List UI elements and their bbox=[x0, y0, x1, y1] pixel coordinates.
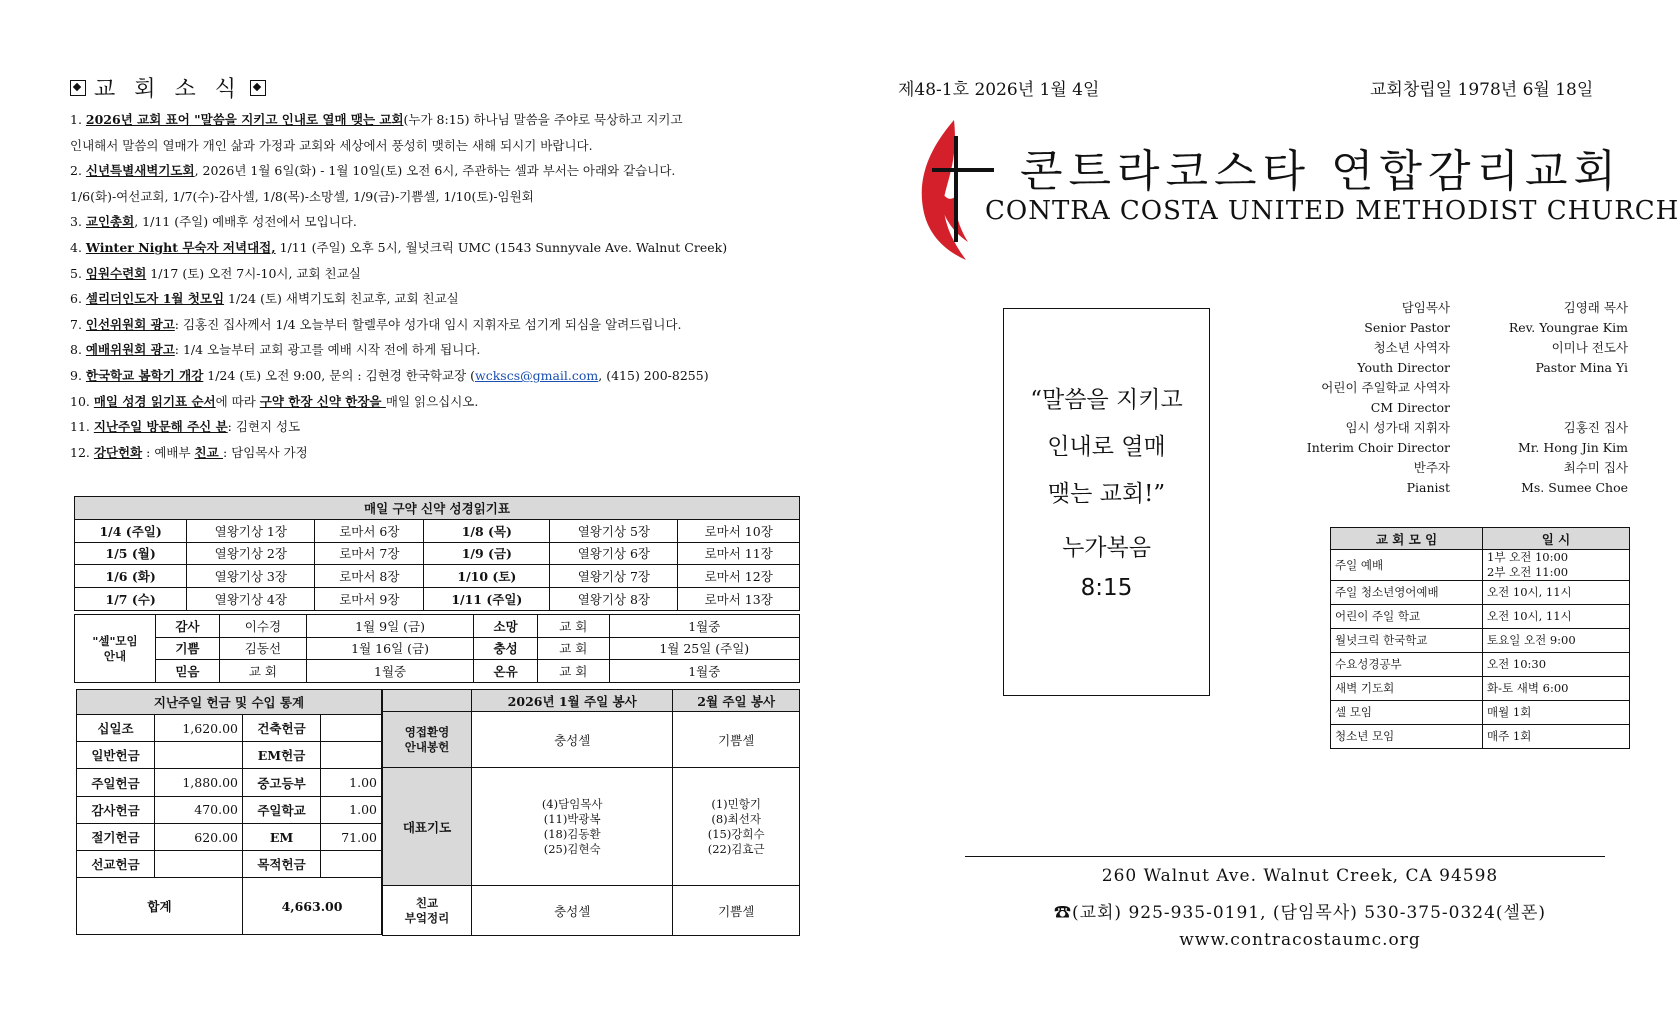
offering-cell: 1,880.00 bbox=[155, 769, 243, 796]
news-title: 교 회 소 식 bbox=[94, 77, 242, 102]
cell-value: 소망 bbox=[474, 615, 538, 638]
news-headline: 지난주일 방문해 주신 분 bbox=[93, 419, 228, 435]
news-number: 1. bbox=[70, 112, 86, 127]
staff-name: 최수미 집사 bbox=[1563, 460, 1628, 475]
news-number: 6. bbox=[70, 291, 86, 307]
reading-row bbox=[75, 588, 800, 611]
offering-row bbox=[77, 851, 382, 878]
fellowship-feb: 기쁨셀 bbox=[673, 886, 800, 936]
news-number: 8. bbox=[70, 342, 86, 358]
offering-cell: 십일조 bbox=[77, 715, 155, 742]
reading-cell: 로마서 12장 bbox=[678, 565, 800, 588]
news-number: 7. bbox=[70, 316, 86, 332]
staff-name: Rev. Youngrae Kim bbox=[1508, 320, 1628, 335]
church-name-korean: 콘트라코스타 연합감리교회 bbox=[1020, 146, 1623, 197]
reading-cell: 1/4 (주일) bbox=[75, 519, 187, 542]
news-text: 매일 읽으십시오. bbox=[385, 393, 479, 409]
meeting-time-line: 오전 10시, 11시 bbox=[1487, 609, 1572, 623]
staff-row bbox=[1270, 378, 1632, 398]
reading-row bbox=[75, 519, 800, 542]
news-number: 12. bbox=[70, 444, 94, 460]
welcome-label-2: 안내봉헌 bbox=[404, 739, 450, 754]
reading-cell: 열왕기상 8장 bbox=[550, 588, 678, 611]
meeting-time-line: 2부 오전 11:00 bbox=[1487, 565, 1569, 579]
offering-cell: 목적헌금 bbox=[243, 851, 321, 878]
welcome-feb: 기쁨셀 bbox=[673, 712, 800, 768]
meeting-row bbox=[1331, 550, 1630, 581]
reading-cell: 1/9 (금) bbox=[424, 542, 550, 565]
news-headline: 교인총회 bbox=[85, 214, 135, 230]
cell-row bbox=[75, 637, 800, 660]
news-text: (누가 8:15) 하나님 말씀을 주야로 묵상하고 지키고 bbox=[403, 112, 683, 127]
offering-cell bbox=[155, 742, 243, 769]
motto-line: “말씀을 지키고 bbox=[1030, 387, 1183, 413]
reading-cell: 로마서 13장 bbox=[678, 588, 800, 611]
staff-name: 이미나 전도사 bbox=[1551, 340, 1628, 355]
cell-value: 1월중 bbox=[609, 615, 799, 638]
news-text: , 2026년 1월 6일(화) - 1월 10일(토) 오전 6시, 주관하는 셀과 부서는 아래와 같습니다. bbox=[194, 163, 676, 179]
staff-row bbox=[1270, 398, 1632, 418]
prayer-name: (4)담임목사 bbox=[541, 796, 603, 811]
service-header-feb: 2월 주일 봉사 bbox=[673, 690, 800, 712]
offering-cell: 1,620.00 bbox=[155, 715, 243, 742]
reading-cell: 1/6 (화) bbox=[75, 565, 187, 588]
meeting-name: 어린이 주일 학교 bbox=[1331, 605, 1483, 629]
offering-cell: 중고등부 bbox=[243, 769, 321, 796]
news-text: : 1/4 오늘부터 교회 광고를 예배 시작 전에 하게 됩니다. bbox=[174, 342, 481, 358]
news-headline: 구약 한장 신약 한장을 bbox=[259, 393, 386, 409]
church-name-english: CONTRA COSTA UNITED METHODIST CHURCH bbox=[985, 196, 1680, 226]
offering-cell: 1.00 bbox=[321, 796, 382, 823]
prayer-name: (8)최선자 bbox=[711, 811, 761, 826]
news-headline: 인선위원회 광고 bbox=[85, 316, 175, 332]
meeting-time bbox=[1483, 605, 1630, 629]
news-heading bbox=[70, 72, 266, 103]
news-list bbox=[70, 107, 790, 465]
welcome-jan: 충성셀 bbox=[472, 712, 673, 768]
total-label: 합계 bbox=[77, 878, 243, 935]
news-number: 11. bbox=[70, 419, 94, 435]
cell-value: 감사 bbox=[156, 615, 220, 638]
fellowship-label-1: 친교 bbox=[415, 895, 439, 910]
cell-value: 교 회 bbox=[538, 615, 610, 638]
meeting-name: 월넛크릭 한국학교 bbox=[1331, 629, 1483, 653]
offering-cell: 1.00 bbox=[321, 769, 382, 796]
issue-date: 제48-1호 2026년 1월 4일 bbox=[898, 80, 1100, 100]
church-website: www.contracostaumc.org bbox=[1179, 930, 1421, 950]
news-headline: 강단헌화 bbox=[93, 444, 143, 460]
meeting-name: 새벽 기도회 bbox=[1331, 677, 1483, 701]
offering-row bbox=[77, 742, 382, 769]
news-number: 2. bbox=[70, 163, 86, 179]
service-table bbox=[382, 689, 800, 936]
cells-table bbox=[74, 614, 800, 683]
staff-name bbox=[1454, 378, 1632, 398]
meeting-time-line: 오전 10시, 11시 bbox=[1487, 585, 1572, 599]
staff-role: 임시 성가대 지휘자 bbox=[1345, 420, 1450, 435]
prayer-name: (1)민항기 bbox=[711, 796, 761, 811]
motto-line: 인내로 열매 bbox=[1047, 434, 1166, 460]
prayer-name: (15)강희수 bbox=[707, 826, 765, 841]
offering-cell: 620.00 bbox=[155, 823, 243, 850]
cell-value: 이수경 bbox=[219, 615, 306, 638]
offering-cell bbox=[321, 851, 382, 878]
offering-cell: 절기헌금 bbox=[77, 823, 155, 850]
meeting-row bbox=[1331, 725, 1630, 749]
motto-reference-verse: 8:15 bbox=[1080, 575, 1133, 601]
staff-role: 어린이 주일학교 사역자 bbox=[1321, 380, 1450, 395]
offering-cell: 주일헌금 bbox=[77, 769, 155, 796]
news-text: : 담임목사 가정 bbox=[223, 444, 308, 460]
news-text: , 1/11 (주일) 예배후 성전에서 모입니다. bbox=[134, 214, 357, 230]
meeting-name: 주일 청소년영어예배 bbox=[1331, 581, 1483, 605]
total-value: 4,663.00 bbox=[243, 878, 382, 935]
meeting-name: 청소년 모임 bbox=[1331, 725, 1483, 749]
staff-row bbox=[1270, 458, 1632, 478]
reading-cell: 1/5 (월) bbox=[75, 542, 187, 565]
meeting-time-line: 매주 1회 bbox=[1487, 729, 1532, 743]
news-item bbox=[70, 389, 790, 415]
news-number: 10. bbox=[70, 393, 94, 409]
service-header-jan: 2026년 1월 주일 봉사 bbox=[472, 690, 673, 712]
reading-cell: 열왕기상 4장 bbox=[187, 588, 315, 611]
reading-row bbox=[75, 542, 800, 565]
welcome-label-1: 영접환영 bbox=[404, 724, 450, 739]
meetings-table bbox=[1330, 527, 1630, 749]
reading-row bbox=[75, 565, 800, 588]
reading-cell: 열왕기상 3장 bbox=[187, 565, 315, 588]
news-number: 9. bbox=[70, 367, 86, 383]
news-headline: 2026년 교회 표어 "말씀을 지키고 인내로 열매 맺는 교회 bbox=[85, 112, 404, 127]
motto-box bbox=[1003, 308, 1210, 696]
offering-cell: EM헌금 bbox=[243, 742, 321, 769]
motto-reference-book: 누가복음 bbox=[1062, 535, 1151, 561]
cell-value: 믿음 bbox=[156, 660, 220, 683]
church-address: 260 Walnut Ave. Walnut Creek, CA 94598 bbox=[1101, 866, 1499, 886]
offering-cell bbox=[321, 742, 382, 769]
meeting-row bbox=[1331, 677, 1630, 701]
offering-cell: 일반헌금 bbox=[77, 742, 155, 769]
diamond-icon bbox=[70, 80, 86, 96]
news-headline: 한국학교 봄학기 개강 bbox=[85, 367, 204, 383]
offering-cell: 선교헌금 bbox=[77, 851, 155, 878]
meeting-time bbox=[1483, 550, 1630, 581]
staff-row bbox=[1270, 298, 1632, 318]
reading-cell: 로마서 10장 bbox=[678, 519, 800, 542]
meeting-time bbox=[1483, 725, 1630, 749]
news-item bbox=[70, 107, 790, 133]
offering-cell: 주일학교 bbox=[243, 796, 321, 823]
staff-role: Senior Pastor bbox=[1364, 320, 1450, 335]
meetings-header-name: 교 회 모 임 bbox=[1331, 528, 1483, 550]
meeting-row bbox=[1331, 653, 1630, 677]
prayer-name: (22)김효근 bbox=[707, 841, 765, 856]
diamond-icon bbox=[250, 80, 266, 96]
staff-row bbox=[1270, 418, 1632, 438]
staff-name: Mr. Hong Jin Kim bbox=[1517, 440, 1628, 455]
news-item bbox=[70, 312, 790, 338]
meeting-time-line: 토요일 오전 9:00 bbox=[1487, 633, 1576, 647]
offering-cell bbox=[321, 715, 382, 742]
cell-value: 1월 9일 (금) bbox=[306, 615, 473, 638]
offering-cell bbox=[155, 851, 243, 878]
news-text: 에 따라 bbox=[215, 393, 260, 409]
offering-table bbox=[76, 689, 382, 935]
staff-row bbox=[1270, 318, 1632, 338]
email-link[interactable]: wckscs@gmail.com bbox=[475, 367, 599, 383]
meeting-name: 수요성경공부 bbox=[1331, 653, 1483, 677]
motto-line: 맺는 교회!” bbox=[1047, 481, 1166, 507]
offering-title: 지난주일 헌금 및 수입 통계 bbox=[77, 690, 382, 715]
meeting-row bbox=[1331, 581, 1630, 605]
news-text: : 김홍진 집사께서 1/4 오늘부터 할렐루야 성가대 임시 지휘자로 섬기게 되심을 알려드립니다. bbox=[174, 316, 682, 332]
offering-row bbox=[77, 769, 382, 796]
cell-value: 1월 16일 (금) bbox=[306, 637, 473, 660]
meeting-time bbox=[1483, 701, 1630, 725]
meeting-row bbox=[1331, 605, 1630, 629]
prayer-feb bbox=[673, 768, 800, 886]
fellowship-label-2: 부엌정리 bbox=[404, 910, 450, 925]
meeting-time-line: 오전 10:30 bbox=[1487, 657, 1547, 671]
cell-value: 교 회 bbox=[538, 637, 610, 660]
cross-flame-logo bbox=[910, 118, 1000, 263]
reading-cell: 로마서 8장 bbox=[315, 565, 424, 588]
staff-row bbox=[1270, 438, 1632, 458]
staff-list bbox=[1270, 298, 1632, 498]
news-text: : 예배부 bbox=[142, 444, 195, 460]
motto-text bbox=[1004, 377, 1209, 518]
news-item bbox=[70, 235, 790, 261]
staff-name: Ms. Sumee Choe bbox=[1521, 480, 1628, 495]
church-phone: ☎(교회) 925-935-0191, (담임목사) 530-375-0324(셀폰) bbox=[1053, 903, 1547, 923]
news-item bbox=[70, 286, 790, 312]
cell-value: 기쁨 bbox=[156, 637, 220, 660]
staff-role: Interim Choir Director bbox=[1306, 440, 1450, 455]
news-item bbox=[70, 209, 790, 235]
meeting-time bbox=[1483, 677, 1630, 701]
news-text: 1/24 (토) 새벽기도회 친교후, 교회 친교실 bbox=[224, 291, 459, 307]
meeting-row bbox=[1331, 701, 1630, 725]
cell-value: 온유 bbox=[474, 660, 538, 683]
reading-cell: 로마서 9장 bbox=[315, 588, 424, 611]
news-text: 1/17 (토) 오전 7시-10시, 교회 친교실 bbox=[146, 265, 361, 281]
offering-cell: EM bbox=[243, 823, 321, 850]
reading-cell: 로마서 6장 bbox=[315, 519, 424, 542]
cells-label bbox=[75, 615, 156, 683]
staff-role: 담임목사 bbox=[1401, 300, 1450, 315]
news-headline: 신년특별새벽기도회 bbox=[85, 163, 195, 179]
news-text: 1/24 (토) 오전 9:00, 문의 : 김현경 한국학교장 ( bbox=[203, 367, 475, 383]
offering-cell: 71.00 bbox=[321, 823, 382, 850]
cell-value: 김동선 bbox=[219, 637, 306, 660]
founded-date: 교회창립일 1978년 6월 18일 bbox=[1370, 80, 1594, 100]
staff-role: Pianist bbox=[1406, 480, 1450, 495]
reading-table bbox=[74, 496, 800, 611]
news-continuation: 인내해서 말씀의 열매가 개인 삶과 가정과 교회와 세상에서 풍성히 맺히는 새해 되시기 바랍니다. bbox=[70, 137, 593, 153]
cell-value: 교 회 bbox=[538, 660, 610, 683]
reading-cell: 로마서 7장 bbox=[315, 542, 424, 565]
news-headline: 예배위원회 광고 bbox=[85, 342, 175, 358]
offering-row bbox=[77, 823, 382, 850]
news-headline: 셀리더인도자 1월 첫모임 bbox=[85, 291, 225, 307]
cell-value: 1월 25일 (주일) bbox=[609, 637, 799, 660]
meeting-name: 셀 모임 bbox=[1331, 701, 1483, 725]
divider bbox=[965, 856, 1605, 857]
news-continuation: 1/6(화)-여선교회, 1/7(수)-감사셀, 1/8(목)-소망셀, 1/9(금)-기쁨셀, 1/10(토)-임원회 bbox=[70, 188, 534, 204]
staff-row bbox=[1270, 358, 1632, 378]
reading-cell: 열왕기상 5장 bbox=[550, 519, 678, 542]
staff-role: Youth Director bbox=[1357, 360, 1450, 375]
staff-role: 청소년 사역자 bbox=[1373, 340, 1450, 355]
meetings-header-time: 일 시 bbox=[1483, 528, 1630, 550]
news-item bbox=[70, 414, 790, 440]
cell-value: 충성 bbox=[474, 637, 538, 660]
news-text: : 김현지 성도 bbox=[227, 419, 301, 435]
meeting-time-line: 화-토 새벽 6:00 bbox=[1487, 681, 1569, 695]
staff-role: CM Director bbox=[1370, 400, 1450, 415]
staff-name bbox=[1454, 398, 1632, 418]
fellowship-jan: 충성셀 bbox=[472, 886, 673, 936]
cell-value: 교 회 bbox=[219, 660, 306, 683]
cell-value: 1월중 bbox=[609, 660, 799, 683]
reading-title: 매일 구약 신약 성경읽기표 bbox=[75, 497, 800, 520]
reading-cell: 1/11 (주일) bbox=[424, 588, 550, 611]
reading-cell: 1/10 (토) bbox=[424, 565, 550, 588]
reading-cell: 로마서 11장 bbox=[678, 542, 800, 565]
reading-cell: 1/8 (목) bbox=[424, 519, 550, 542]
staff-row bbox=[1270, 478, 1632, 498]
offering-row bbox=[77, 715, 382, 742]
meeting-row bbox=[1331, 629, 1630, 653]
news-text: , (415) 200-8255) bbox=[598, 367, 709, 383]
news-headline: 임원수련회 bbox=[85, 265, 147, 281]
prayer-name: (18)김동환 bbox=[543, 826, 601, 841]
news-headline: 매일 성경 읽기표 순서 bbox=[93, 393, 216, 409]
cell-value: 1월중 bbox=[306, 660, 473, 683]
reading-cell: 열왕기상 7장 bbox=[550, 565, 678, 588]
meeting-time bbox=[1483, 653, 1630, 677]
offering-cell: 470.00 bbox=[155, 796, 243, 823]
news-text: 1/11 (주일) 오후 5시, 월넛크릭 UMC (1543 Sunnyvale Ave. Walnut Creek) bbox=[275, 239, 728, 255]
news-item bbox=[70, 261, 790, 287]
meeting-time-line: 매월 1회 bbox=[1487, 705, 1532, 719]
staff-row bbox=[1270, 338, 1632, 358]
news-headline: 친교 bbox=[194, 444, 224, 460]
news-number: 5. bbox=[70, 265, 86, 281]
reading-cell: 열왕기상 1장 bbox=[187, 519, 315, 542]
meeting-time bbox=[1483, 581, 1630, 605]
prayer-name: (11)박광복 bbox=[543, 811, 601, 826]
offering-cell: 감사헌금 bbox=[77, 796, 155, 823]
staff-role: 반주자 bbox=[1413, 460, 1450, 475]
offering-row bbox=[77, 796, 382, 823]
news-number: 4. bbox=[70, 239, 86, 255]
meeting-name: 주일 예배 bbox=[1331, 550, 1483, 581]
cell-row bbox=[75, 615, 800, 638]
news-headline: Winter Night 무숙자 저녁대접, bbox=[85, 239, 276, 255]
cells-label-1: "셀"모임 bbox=[92, 633, 138, 648]
meeting-time bbox=[1483, 629, 1630, 653]
reading-cell: 열왕기상 2장 bbox=[187, 542, 315, 565]
staff-name: Pastor Mina Yi bbox=[1535, 360, 1628, 375]
offering-cell: 건축헌금 bbox=[243, 715, 321, 742]
news-item bbox=[70, 363, 790, 389]
reading-cell: 열왕기상 6장 bbox=[550, 542, 678, 565]
cell-row bbox=[75, 660, 800, 683]
prayer-jan bbox=[472, 768, 673, 886]
prayer-name: (25)김현숙 bbox=[543, 841, 601, 856]
cells-label-2: 안내 bbox=[103, 648, 127, 663]
news-item bbox=[70, 158, 790, 184]
prayer-label: 대표기도 bbox=[383, 768, 472, 886]
staff-name: 김홍진 집사 bbox=[1563, 420, 1628, 435]
reading-cell: 1/7 (수) bbox=[75, 588, 187, 611]
staff-name: 김영래 목사 bbox=[1563, 300, 1628, 315]
news-item bbox=[70, 440, 790, 466]
news-number: 3. bbox=[70, 214, 86, 230]
news-item bbox=[70, 337, 790, 363]
meeting-time-line: 1부 오전 10:00 bbox=[1487, 550, 1569, 564]
